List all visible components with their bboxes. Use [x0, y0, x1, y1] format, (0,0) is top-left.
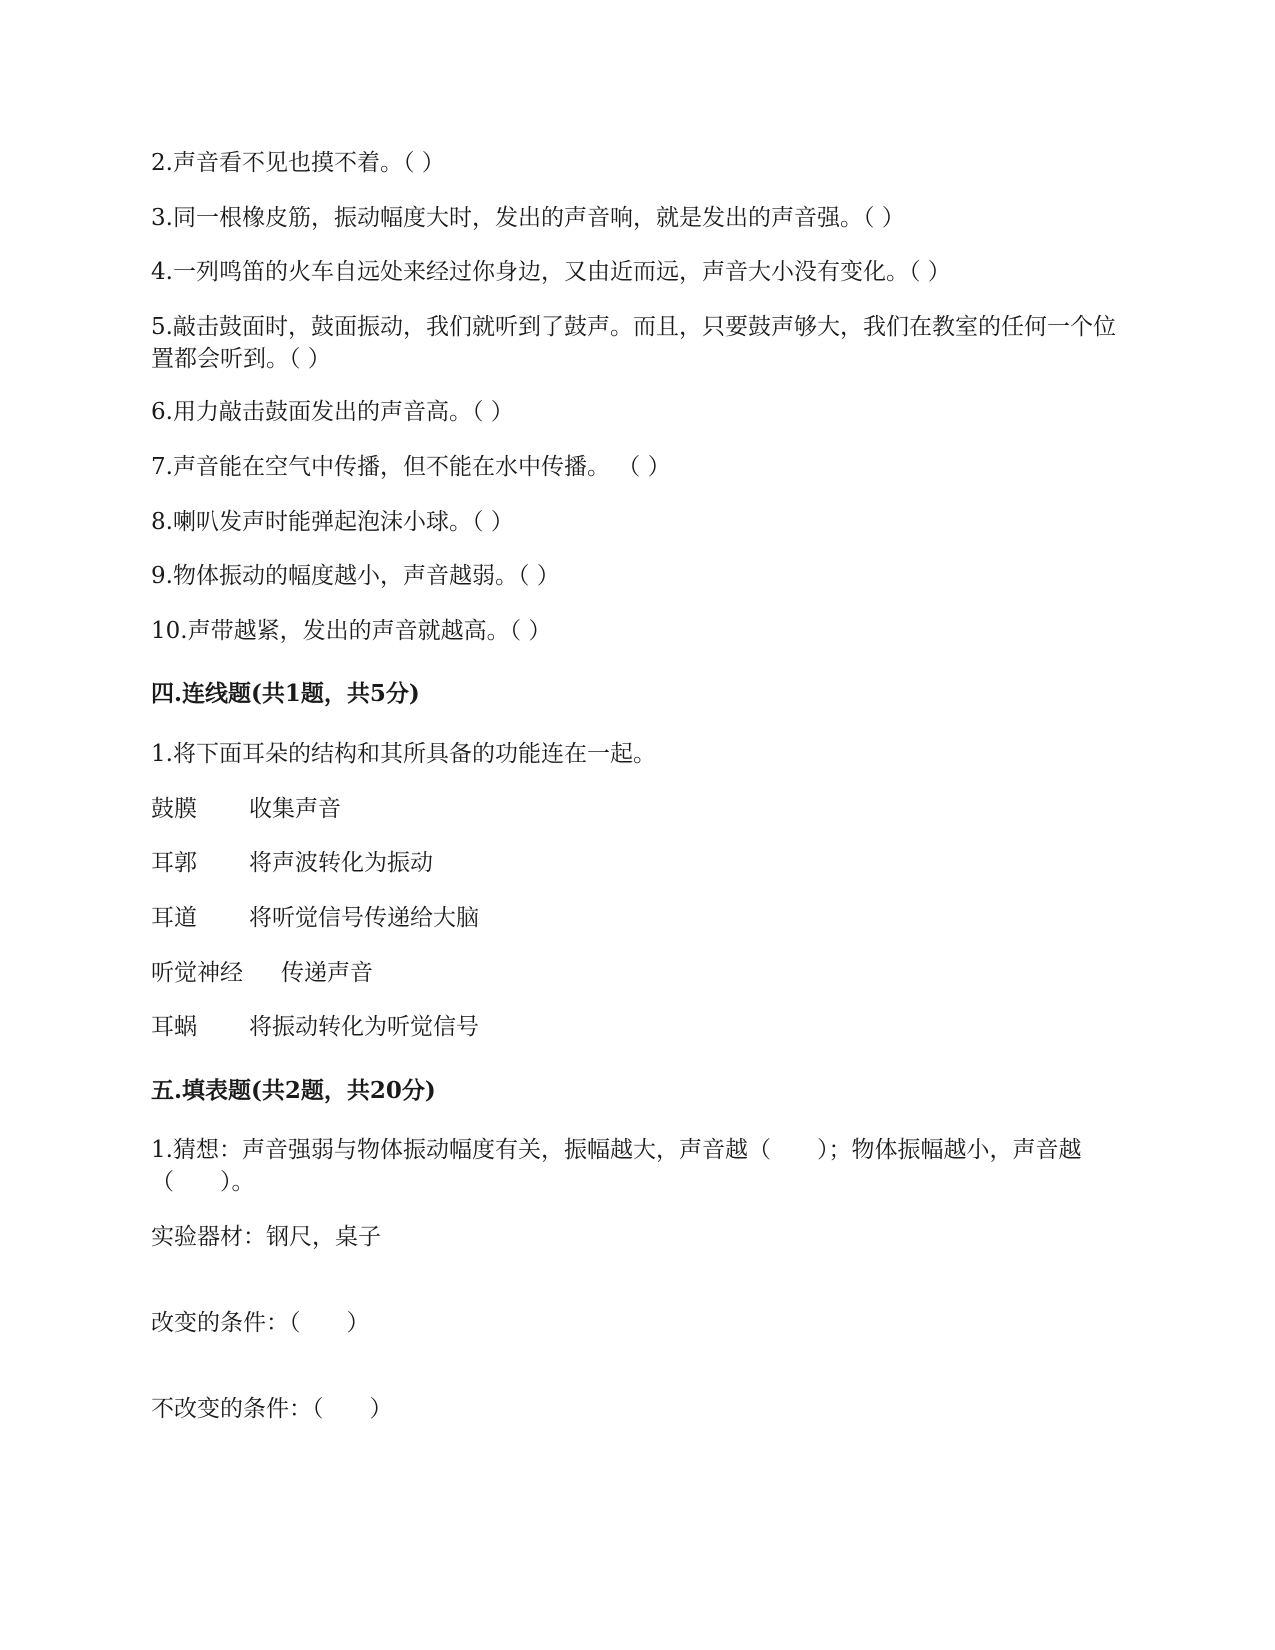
judge-item-7: 7.声音能在空气中传播，但不能在水中传播。 （ ）	[151, 454, 671, 480]
judge-item-3: 3.同一根橡皮筋，振动幅度大时，发出的声音响，就是发出的声音强。（ ）	[151, 205, 905, 231]
changed-condition-line: 改变的条件：（ ）	[151, 1310, 370, 1336]
judge-item-4: 4.一列鸣笛的火车自远处来经过你身边，又由近而远，声音大小没有变化。（ ）	[151, 259, 951, 285]
match-function: 将听觉信号传递给大脑	[249, 905, 479, 931]
match-row-2	[151, 847, 433, 879]
judge-item-5: 5.敲击鼓面时，鼓面振动，我们就听到了鼓声。而且，只要鼓声够大，我们在教室的任何一个位置都会听到。（ ）	[151, 314, 1116, 372]
match-structure: 鼓膜	[151, 796, 197, 822]
section-4-heading: 四.连线题(共1题，共5分)	[151, 680, 420, 707]
section-5-heading: 五.填表题(共2题，共20分)	[151, 1077, 436, 1104]
match-row-4	[151, 957, 373, 989]
judge-item-10: 10.声带越紧，发出的声音就越高。（ ）	[151, 618, 552, 644]
match-function: 收集声音	[249, 796, 341, 822]
match-function: 将振动转化为听觉信号	[249, 1014, 479, 1040]
match-row-1	[151, 793, 341, 825]
match-structure: 耳郭	[151, 850, 197, 876]
judge-item-9: 9.物体振动的幅度越小，声音越弱。（ ）	[151, 563, 560, 589]
match-function: 传递声音	[281, 960, 373, 986]
judge-item-6: 6.用力敲击鼓面发出的声音高。（ ）	[151, 399, 514, 425]
match-row-3	[151, 902, 479, 934]
judge-item-8: 8.喇叭发声时能弹起泡沫小球。（ ）	[151, 509, 514, 535]
match-row-5	[151, 1011, 479, 1043]
match-structure: 听觉神经	[151, 960, 243, 986]
match-structure: 耳道	[151, 905, 197, 931]
match-structure: 耳蜗	[151, 1014, 197, 1040]
unchanged-condition-line: 不改变的条件：（ ）	[151, 1396, 393, 1422]
judge-item-2: 2.声音看不见也摸不着。（ ）	[151, 150, 445, 176]
section-4-question: 1.将下面耳朵的结构和其所具备的功能连在一起。	[151, 741, 656, 767]
materials-line: 实验器材：钢尺，桌子	[151, 1224, 381, 1250]
match-function: 将声波转化为振动	[249, 850, 433, 876]
section-5-question: 1.猜想：声音强弱与物体振动幅度有关，振幅越大，声音越（ ）；物体振幅越小，声音越（ ）。	[151, 1137, 1082, 1195]
